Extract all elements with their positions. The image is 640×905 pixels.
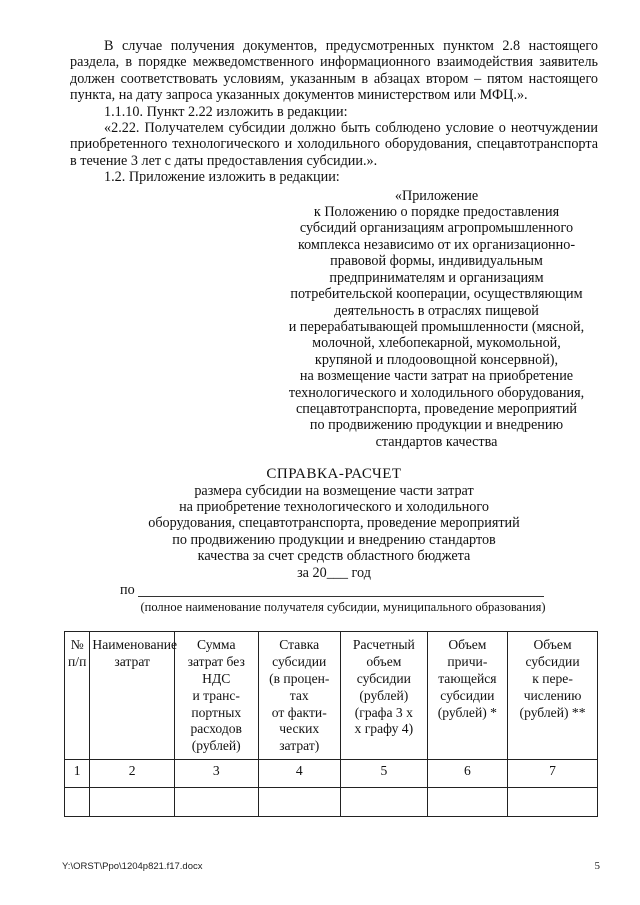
subtitle-line: по продвижению продукции и внедрению стандартов <box>172 531 496 548</box>
column-header-line: субсидии <box>525 654 580 670</box>
appendix-line: технологического и холодильного оборудования, <box>288 384 585 401</box>
column-header-line: (рублей) * <box>437 704 497 720</box>
column-header-line: НДС <box>202 671 231 686</box>
empty-cell[interactable] <box>90 787 175 816</box>
column-header-line: портных <box>191 704 242 720</box>
column-header-line: Наименование <box>92 637 178 653</box>
column-header <box>90 632 178 760</box>
appendix-line: субсидий организациям агропромышленного <box>299 220 574 237</box>
column-header-line: Объем <box>448 637 487 653</box>
column-number-cell: 4 <box>258 759 340 787</box>
column-header <box>258 632 340 760</box>
calculation-table <box>64 631 598 817</box>
appendix-line: молочной, хлебопекарной, мукомольной, <box>312 335 561 352</box>
column-header-line: (в процен- <box>269 671 330 686</box>
column-number-cell: 2 <box>90 759 175 787</box>
paragraph-item-2-22: «2.22. Получателем субсидии должно быть соблюдено условие о неотчуждении приобретенного технологического и холодильного оборудования, спецавтотранспорта в течение 3 лет с даты предоставления субсидии.». <box>70 120 598 169</box>
document-page <box>70 38 598 817</box>
subtitle-line: качества за счет средств областного бюджета <box>197 548 471 565</box>
subtitle-line: на приобретение технологического и холодильного <box>179 498 489 515</box>
table-empty-row <box>65 787 598 816</box>
appendix-line: предпринимателям и организациям <box>329 269 544 286</box>
recipient-caption: (полное наименование получателя субсидии, муниципального образования) <box>140 600 546 614</box>
appendix-line: правовой формы, индивидуальным <box>330 253 543 270</box>
empty-cell[interactable] <box>174 787 258 816</box>
subtitle-line: оборудования, спецавтотранспорта, проведение мероприятий <box>148 515 520 532</box>
column-header-line: субсидии <box>440 687 495 703</box>
recipient-line <box>70 582 598 598</box>
appendix-header-block <box>275 188 598 451</box>
column-header-line: тающейся <box>438 671 497 686</box>
column-header-line: тах <box>289 687 309 703</box>
column-header-line: (графа 3 х <box>354 704 413 720</box>
column-header <box>340 632 427 760</box>
column-header-line: затрат) <box>279 738 320 754</box>
column-number-cell: 3 <box>174 759 258 787</box>
empty-cell[interactable] <box>258 787 340 816</box>
paragraph-item-1-1-10: 1.1.10. Пункт 2.22 изложить в редакции: <box>104 103 348 120</box>
appendix-line: крупяной и плодоовощной консервной), <box>314 351 559 368</box>
footer-page-number: 5 <box>594 860 600 872</box>
paragraph-item-1-2: 1.2. Приложение изложить в редакции: <box>104 169 340 186</box>
column-number-cell: 7 <box>508 759 598 787</box>
column-header-line: Сумма <box>196 637 236 653</box>
appendix-line: по продвижению продукции и внедрению <box>309 417 564 434</box>
column-header-line: числению <box>523 687 582 703</box>
subtitle-line: за 20___ год <box>297 564 371 581</box>
recipient-prefix: по <box>120 582 135 598</box>
paragraph-mfc-condition: В случае получения документов, предусмотренных пунктом 2.8 настоящего раздела, в порядке межведомственного информационного взаимодействия заявитель должен соответствовать условиям, указанным в абзацах втором – пятом настоящего пункта, на дату запроса указанных документов министерством или МФЦ.». <box>70 38 598 104</box>
column-header-line: субсидии <box>272 654 327 670</box>
empty-cell[interactable] <box>427 787 507 816</box>
appendix-line: и перерабатывающей промышленности (мясной, <box>288 318 585 335</box>
document-title: СПРАВКА-РАСЧЕТ <box>266 466 402 483</box>
column-header <box>427 632 507 760</box>
column-header-line: № <box>70 637 84 653</box>
column-number-cell: 5 <box>340 759 427 787</box>
column-header-line: Объем <box>533 637 572 653</box>
appendix-line: комплекса независимо от их организационно- <box>297 236 576 253</box>
column-header-line: п/п <box>68 654 87 670</box>
appendix-line: потребительской кооперации, осуществляющим <box>290 286 583 303</box>
table-header-row <box>65 632 598 760</box>
column-header-line: Расчетный <box>352 637 415 653</box>
column-header <box>174 632 258 760</box>
column-header-line: (рублей) <box>359 687 409 703</box>
appendix-line: деятельность в отраслях пищевой <box>334 302 539 319</box>
column-header-line: от факти- <box>271 704 327 720</box>
table-column-number-row <box>65 759 598 787</box>
column-header-line: (рублей) <box>191 738 241 754</box>
document-subtitle <box>70 483 598 581</box>
column-header-line: затрат <box>114 654 150 670</box>
column-header-line: расходов <box>190 721 242 737</box>
column-header-line: Ставка <box>279 637 320 653</box>
empty-cell[interactable] <box>65 787 90 816</box>
column-header-line: объем <box>366 654 402 670</box>
column-header <box>508 632 598 760</box>
column-header-line: ческих <box>279 721 320 737</box>
column-header-line: затрат без <box>187 654 245 670</box>
column-number-cell: 1 <box>65 759 90 787</box>
appendix-line: «Приложение <box>394 187 479 204</box>
column-header-line: х графу 4) <box>354 721 414 737</box>
column-header-line: и транс- <box>192 687 240 703</box>
empty-cell[interactable] <box>508 787 598 816</box>
footer-file-path: Y:\ORST\Ppo\1204p821.f17.docx <box>62 861 203 872</box>
column-header-line: к пере- <box>532 671 573 686</box>
recipient-fill-rule <box>138 596 544 597</box>
column-header-line: субсидии <box>356 671 411 686</box>
subtitle-line: размера субсидии на возмещение части затрат <box>194 482 474 499</box>
appendix-line: на возмещение части затрат на приобретение <box>299 368 574 385</box>
column-header <box>65 632 90 760</box>
appendix-line: к Положению о порядке предоставления <box>313 204 560 221</box>
empty-cell[interactable] <box>340 787 427 816</box>
appendix-line: стандартов качества <box>375 433 498 450</box>
column-header-line: причи- <box>447 654 488 670</box>
column-number-cell: 6 <box>427 759 507 787</box>
appendix-line: спецавтотранспорта, проведение мероприятий <box>295 400 578 417</box>
column-header-line: (рублей) ** <box>519 704 586 720</box>
